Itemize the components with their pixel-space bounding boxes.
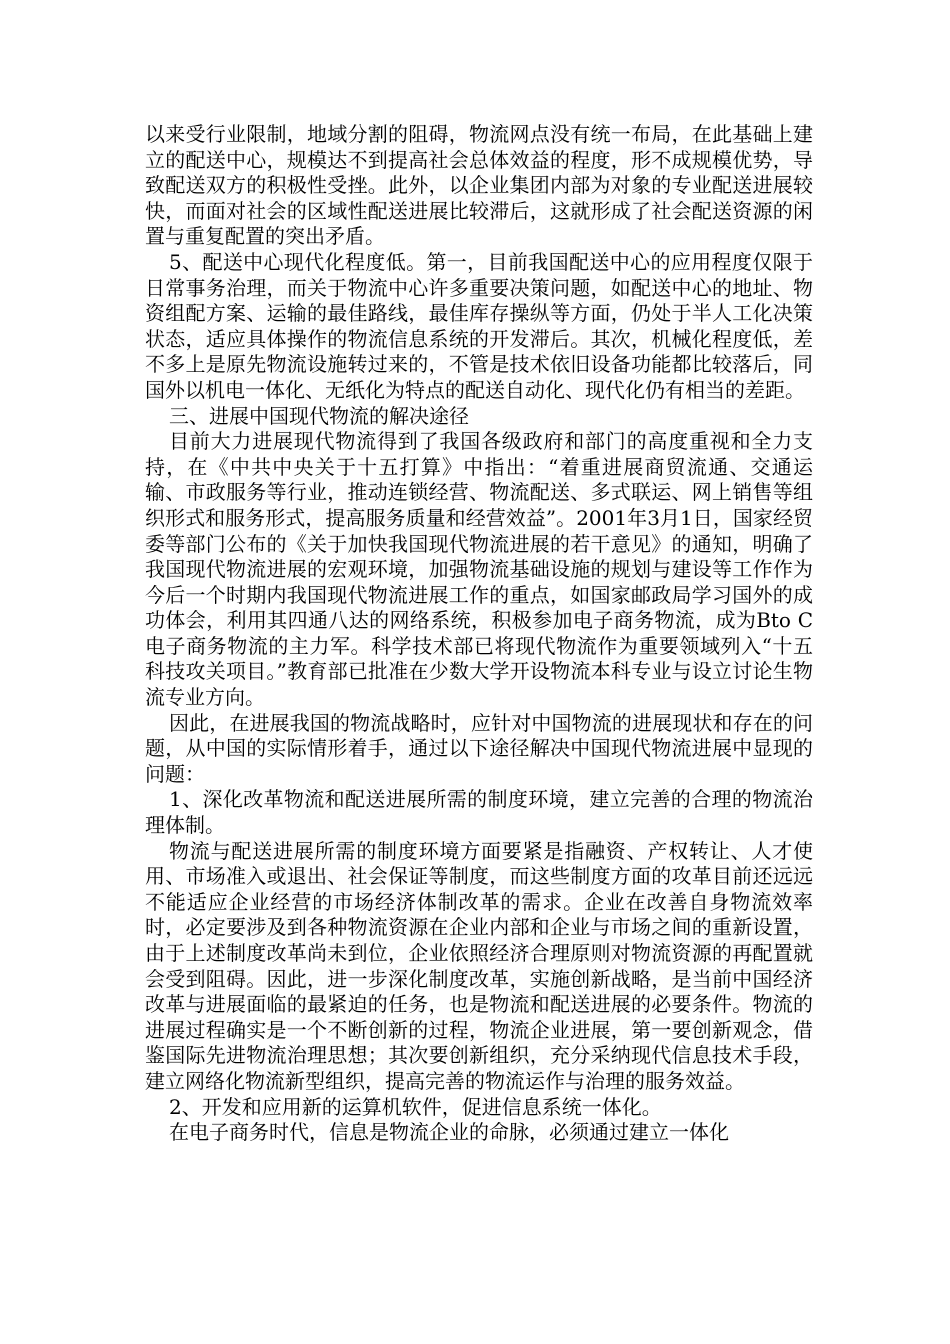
paragraph-policy-support: 目前大力进展现代物流得到了我国各级政府和部门的高度重视和全力支持，在《中共中央关于十五打算》中指出：“着重进展商贸流通、交通运输、市政服务等行业，推动连锁经营、物流配送、多式联运、网上销售等组织形式和服务形式，提高服务质量和经营效益”。2001年3月1日，国家经贸委等部门公布的《关于加快我国现代物流进展的若干意见》的通知，明确了我国现代物流进展的宏观环境，加强物流基础设施的规划与建设等工作作为今后一个时期内我国现代物流进展工作的重点，如国家邮政局学习国外的成功体会，利用其四通八达的网络系统，积极参加电子商务物流，成为Bto C电子商务物流的主力军。科学技术部已将现代物流作为重要领域列入“十五科技攻关项目。”教育部已批准在少数大学开设物流本科专业与设立讨论生物流专业方向。 (145, 429, 813, 710)
paragraph-intro-continuation: 以来受行业限制，地域分割的阻碍，物流网点没有统一布局，在此基础上建立的配送中心，规模达不到提高社会总体效益的程度，形不成规模优势，导致配送双方的积极性受挫。此外，以企业集团内部为对象的专业配送进展较快，而面对社会的区域性配送进展比较滞后，这就形成了社会配送资源的闲置与重复配置的突出矛盾。 (145, 122, 813, 249)
paragraph-point-5: 5、配送中心现代化程度低。第一，目前我国配送中心的应用程度仅限于日常事务治理，而关于物流中心许多重要决策问题，如配送中心的地址、物资组配方案、运输的最佳路线，最佳库存操纵等方面，仍处于半人工化决策状态，适应具体操作的物流信息系统的开发滞后。其次，机械化程度低，差不多上是原先物流设施转过来的，不管是技术依旧设备功能都比较落后，同国外以机电一体化、无纸化为特点的配送自动化、现代化仍有相当的差距。 (145, 249, 813, 402)
subheading-point-2: 2、开发和应用新的运算机软件，促进信息系统一体化。 (169, 1094, 662, 1119)
paragraph-institutional-environment: 物流与配送进展所需的制度环境方面要紧是指融资、产权转让、人才使用、市场准入或退出、社会保证等制度，而这些制度方面的攻革目前还远远不能适应企业经营的市场经济体制改革的需求。企业在改善自身物流效率时，必定要涉及到各种物流资源在企业内部和企业与市场之间的重新设置，由于上述制度改革尚未到位，企业依照经济合理原则对物流资源的再配置就会受到阻碍。因此，进一步深化制度改革，实施创新战略，是当前中国经济改革与进展面临的最紧迫的任务，也是物流和配送进展的必要条件。物流的进展过程确实是一个不断创新的过程，物流企业进展，第一要创新观念，借鉴国际先进物流治理思想；其次要创新组织，充分采纳现代信息技术手段，建立网络化物流新型组织，提高完善的物流运作与治理的服务效益。 (145, 838, 813, 1093)
section-heading-3: 三、进展中国现代物流的解决途径 (169, 403, 469, 428)
paragraph-therefore: 因此，在进展我国的物流战略时，应针对中国物流的进展现状和存在的问题，从中国的实际情形着手，通过以下途径解决中国现代物流进展中显现的问题： (145, 710, 813, 786)
paragraph-information-era: 在电子商务时代，信息是物流企业的命脉，必须通过建立一体化 (169, 1120, 729, 1145)
subheading-point-1: 1、深化改革物流和配送进展所需的制度环境，建立完善的合理的物流治理体制。 (145, 787, 813, 838)
document-body (145, 122, 813, 1146)
